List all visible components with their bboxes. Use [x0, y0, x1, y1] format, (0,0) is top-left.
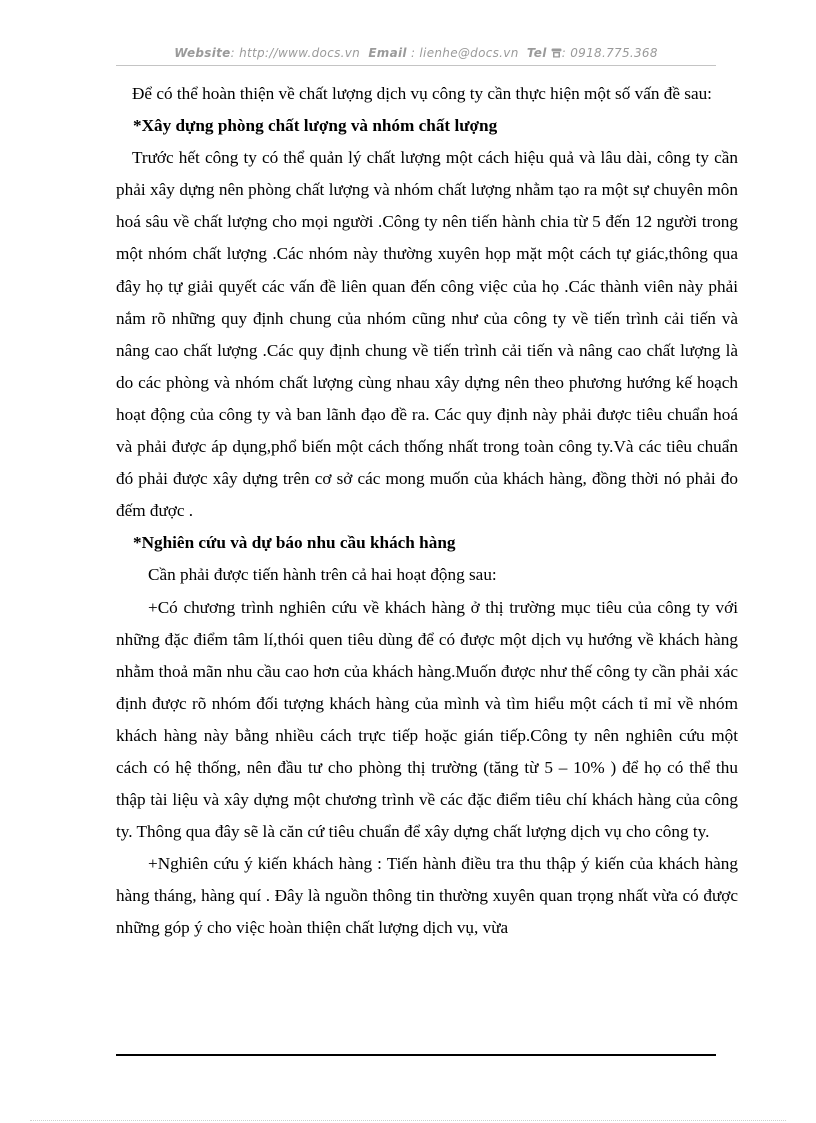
tel-label: Tel	[526, 46, 547, 60]
customer-opinion-paragraph: +Nghiên cứu ý kiến khách hàng : Tiến hành điều tra thu thập ý kiến của khách hàng hàng tháng, hàng quí . Đây là nguồn thông tin thường xuyên quan trọng nhất vừa có được những góp ý cho việc hoàn thiện chất lượng dịch vụ, vừa	[116, 854, 738, 938]
section-heading-customer-research: *Nghiên cứu và dự báo nhu cầu khách hàng	[133, 533, 456, 553]
email-label: Email	[368, 46, 407, 60]
tel-value: : 0918.775.368	[561, 46, 658, 60]
section-heading-quality-team: *Xây dựng phòng chất lượng và nhóm chất lượng	[133, 116, 498, 136]
website-label: Website	[174, 46, 231, 60]
website-value: : http://www.docs.vn	[230, 46, 361, 60]
page-edge	[30, 1120, 786, 1121]
footer-divider	[116, 1054, 716, 1056]
intro-paragraph: Để có thể hoàn thiện về chất lượng dịch vụ công ty cần thực hiện một số vấn đề sau:	[132, 84, 712, 103]
phone-icon	[551, 46, 562, 60]
activities-intro-paragraph: Cần phải được tiến hành trên cả hai hoạt động sau:	[148, 565, 497, 585]
document-body	[116, 78, 738, 945]
header-divider	[116, 65, 716, 66]
email-value: : lienhe@docs.vn	[410, 46, 519, 60]
page-header	[116, 46, 716, 60]
quality-team-paragraph: Trước hết công ty có thể quản lý chất lượng một cách hiệu quả và lâu dài, công ty cần phải xây dựng nên phòng chất lượng và nhóm chất lượng nhằm tạo ra một sự chuyên môn hoá sâu về chất lượng cho mọi người .Công ty nên tiến hành chia từ 5 đến 12 người trong một nhóm chất lượng .Các nhóm này thường xuyên họp mặt một cách tự giác,thông qua đây họ tự giải quyết các vấn đề liên quan đến công việc của họ .Các thành viên này phải nắm rõ những quy định chung của nhóm cũng như của công ty về tiến trình cải tiến và nâng cao chất lượng .Các quy định chung về tiến trình cải tiến và nâng cao chất lượng là do các phòng và nhóm chất lượng cùng nhau xây dựng nên theo phương hướng kế hoạch hoạt động của công ty và ban lãnh đạo đề ra. Các quy định này phải được tiêu chuẩn hoá và phải được áp dụng,phổ biến một cách thống nhất trong toàn công ty.Và các tiêu chuẩn đó phải được xây dựng trên cơ sở các mong muốn của khách hàng, đồng thời nó phải đo đếm được .	[116, 148, 738, 521]
market-research-paragraph: +Có chương trình nghiên cứu về khách hàng ở thị trường mục tiêu của công ty với những đặc điểm tâm lí,thói quen tiêu dùng để có được một dịch vụ hướng về khách hàng nhằm thoả mãn nhu cầu cao hơn của khách hàng.Muốn được như thế công ty cần phải xác định được rõ nhóm đối tượng khách hàng của mình và tìm hiểu một cách tỉ mỉ về nhóm khách hàng này bằng nhiều cách trực tiếp hoặc gián tiếp.Công ty nên nghiên cứu một cách có hệ thống, nên đầu tư cho phòng thị trường (tăng từ 5 – 10% ) để họ có thể thu thập tài liệu và xây dựng một chương trình về các đặc điểm tiêu chí khách hàng của công ty. Thông qua đây sẽ là căn cứ tiêu chuẩn để xây dựng chất lượng dịch vụ cho công ty.	[116, 597, 738, 842]
